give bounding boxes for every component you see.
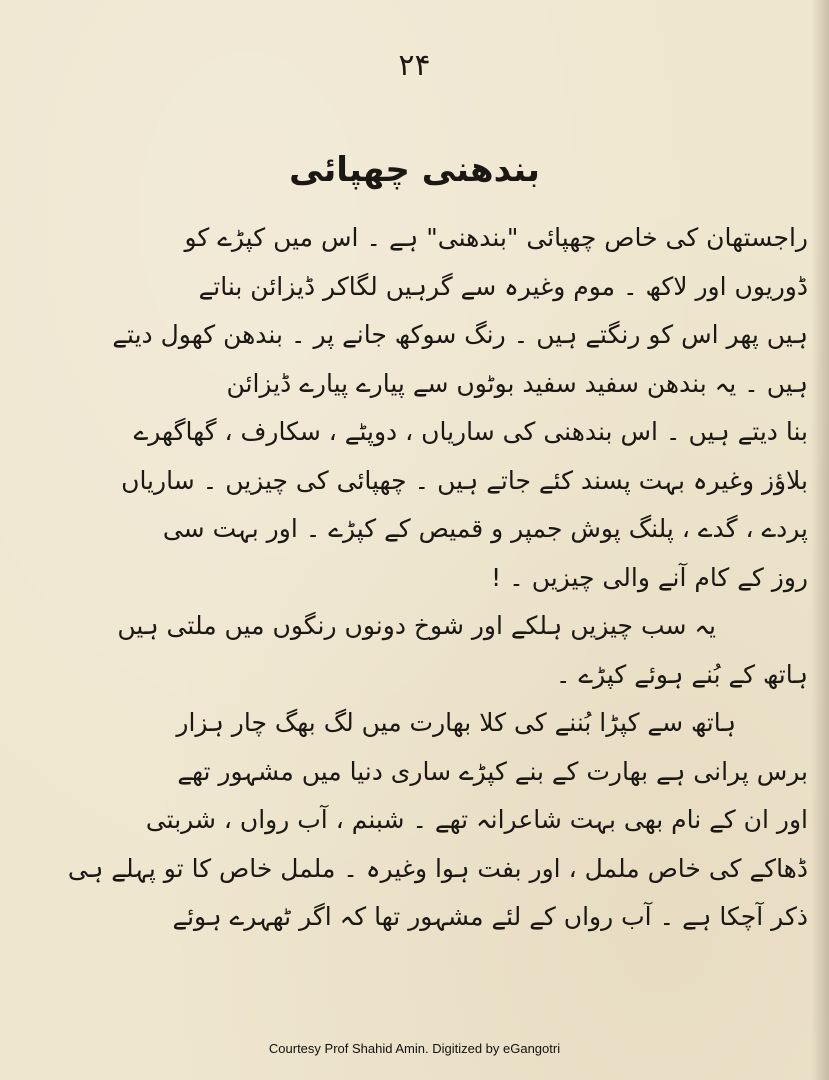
- text-line: ذکر آچکا ہے ۔ آب رواں کے لئے مشہور تھا کہ اگر ٹھہرے ہوئے: [172, 902, 808, 931]
- text-line: ہیں ۔ یہ بندھن سفید سفید بوٹوں سے پیارے پیارے ڈیزائن: [226, 368, 808, 398]
- text-line: ڈوریوں اور لاکھ ۔ موم وغیرہ سے گرہیں لگاکر ڈیزائن بناتے: [198, 271, 808, 301]
- text-line: روز کے کام آنے والی چیزیں ۔ !: [491, 562, 808, 592]
- text-line: ہیں پھر اس کو رنگتے ہیں ۔ رنگ سوکھ جانے پر ۔ بندھن کھول دیتے: [112, 320, 808, 349]
- text-line: اور ان کے نام بھی بہت شاعرانہ تھے ۔ شبنم ، آب رواں ، شربتی: [145, 805, 808, 834]
- digitization-credit: Courtesy Prof Shahid Amin. Digitized by eGangotri: [268, 1041, 561, 1056]
- body-text: [18, 214, 808, 942]
- page-heading: بندھنی چھپائی: [289, 150, 540, 190]
- text-line: پردے ، گدے ، پلنگ پوش جمپر و قمیص کے کپڑے ۔ اور بہت سی: [162, 514, 808, 543]
- section-subheading: ہاتھ کے بُنے ہوئے کپڑے ۔: [555, 659, 808, 689]
- text-line: بنا دیتے ہیں ۔ اس بندھنی کی ساریاں ، دوپٹے ، سکارف ، گھاگھرے: [133, 417, 808, 446]
- page-number: ۲۴: [398, 48, 431, 83]
- text-line: راجستھان کی خاص چھپائی "بندھنی" ہے ۔ اس میں کپڑے کو: [184, 223, 808, 252]
- text-line: ہاتھ سے کپڑا بُننے کی کلا بھارت میں لگ بھگ چار ہزار: [176, 708, 736, 737]
- text-line: برس پرانی ہے بھارت کے بنے کپڑے ساری دنیا میں مشہور تھے: [177, 756, 808, 786]
- text-line: بلاؤز وغیرہ بہت پسند کئے جاتے ہیں ۔ چھپائی کی چیزیں ۔ ساریاں: [121, 465, 808, 495]
- text-line: یہ سب چیزیں ہلکے اور شوخ دونوں رنگوں میں ملتی ہیں: [117, 611, 716, 640]
- text-line: ڈھاکے کی خاص ململ ، اور بفت ہوا وغیرہ ۔ ململ خاص کا تو پہلے ہی: [67, 853, 808, 883]
